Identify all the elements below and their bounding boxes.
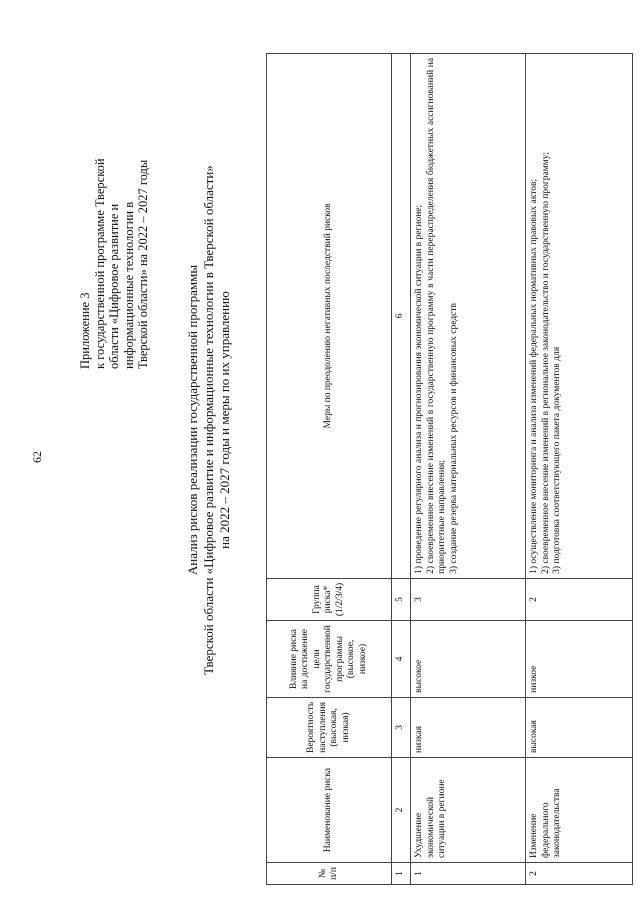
appendix-line: области «Цифровое развитие и	[107, 203, 121, 369]
header-probability: Вероятность наступления (высокая, низкая)	[267, 697, 392, 757]
row-group: 3	[411, 578, 526, 620]
measure-item: 3) создание резерва материальных ресурсов и финансовых средств	[448, 302, 459, 574]
page-number: 62	[30, 451, 44, 463]
header-impact: Влияние риска на достижение цели государственной программы (высокое, низкое)	[267, 621, 392, 698]
header-measures: Меры по преодолению негативных последствий рисков	[267, 53, 392, 578]
measure-item: 1) осуществление мониторинга и анализа изменений федеральных нормативных правовых актов;	[529, 178, 539, 574]
appendix-line: к государственной программе Тверской	[92, 158, 107, 369]
header-row	[267, 53, 392, 884]
title-line: Анализ рисков реализации государственной программы	[185, 264, 200, 576]
row-probability: низкая	[411, 697, 526, 757]
document-title	[185, 160, 233, 680]
index-row	[392, 53, 411, 884]
table-row	[411, 53, 526, 884]
header-name: Наименование риска	[267, 758, 392, 863]
row-impact: низкое	[526, 621, 633, 698]
index-cell: 3	[392, 697, 411, 757]
measure-item: 2) своевременное внесение изменений в государственную программу в части перераспределения бюджетных ассигнований на приоритетные направления;	[425, 57, 447, 574]
appendix-line: Приложение 3	[78, 292, 92, 369]
title-line: на 2022 – 2027 годы и меры по их управлению	[217, 291, 232, 549]
index-cell: 4	[392, 621, 411, 698]
measure-item: 1) проведение регулярного анализа и прогнозирования экономической ситуации в регионе;	[414, 204, 424, 574]
row-num: 2	[526, 863, 633, 885]
row-probability: высокая	[526, 697, 633, 757]
header-num: № п/п	[267, 863, 392, 885]
measure-item: 3) подготовка соответствующего пакета документов для	[552, 346, 562, 574]
appendix-header	[78, 39, 151, 369]
index-cell: 6	[392, 53, 411, 578]
risk-table	[266, 53, 633, 885]
header-group: Группа риска* (1/2/3/4)	[267, 578, 392, 620]
row-group: 2	[526, 578, 633, 620]
index-cell: 2	[392, 758, 411, 863]
table-row	[526, 53, 633, 884]
row-risk-name: Ухудшение экономической ситуации в регионе	[411, 758, 526, 863]
appendix-line: Тверской области» на 2022 – 2027 годы	[136, 159, 150, 369]
title-line: Тверской области «Цифровое развитие и информационные технологии в Тверской области»	[201, 165, 216, 675]
index-cell: 5	[392, 578, 411, 620]
measure-item: 2) своевременное внесение изменений в региональное законодательство и государственную программу;	[540, 151, 551, 574]
row-num: 1	[411, 863, 526, 885]
row-risk-name: Изменение федерального законодательства	[526, 758, 633, 863]
index-cell: 1	[392, 863, 411, 885]
row-measures	[411, 53, 526, 578]
appendix-line: информационные технологии в	[121, 201, 136, 369]
row-measures	[526, 53, 633, 578]
row-impact: высокое	[411, 621, 526, 698]
